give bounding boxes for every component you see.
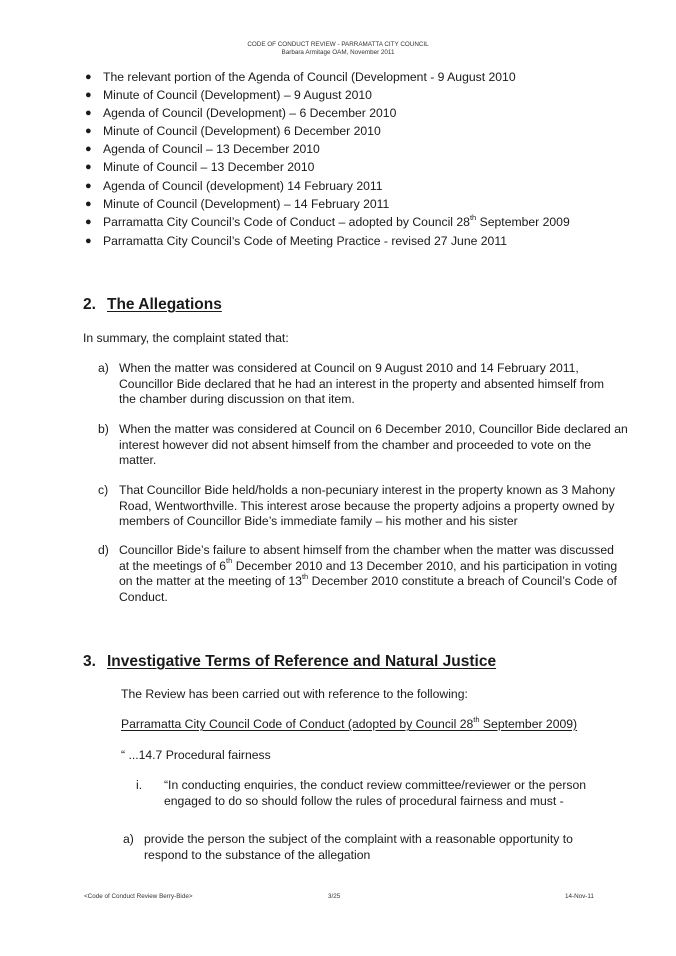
section3-intro: The Review has been carried out with reference to the following: [121,687,468,701]
document-page: CODE OF CONDUCT REVIEW - PARRAMATTA CITY COUNCIL Barbara Armitage OAM, November 2011 ● The relevant portion of the Agenda of Council (Development - 9 August 2010 ● Minute of Council (Development) – 9 August 2010 ● Agenda of Council (Development) – 6 December 2010 ● Minute of Council (Development) 6 December 2010 ● Agenda of Council – 13 December 2010 ● Minute of Council – 13 December 2010 ● Agenda of Council (development) 14 February 2011 ● Minute of Council (Development) – 14 February 2011 ● Parramatta City Council’s Code of Conduct – adopted by Council 28th September 2009 ● Parramatta City Council’s Code of Meeting Practice - revised 27 June 2011 2. The Allegations In summary, the complaint stated that: a) When the matter was considered at Council on 9 August 2010 and 14 February 2011, Councillor Bide declared that he had an interest in the property and absented himself from the chamber during discussion on that item. b) When the matter was considered at Council on 6 December 2010, Councillor Bide declared an interest however did not absent himself from the chamber and proceeded to vote on the matter. c) That Councillor Bide held/holds a non-pecuniary interest in the property known as 3 Mahony Road, Wentworthville. This interest arose because the property adjoins a property owned by members of Councillor Bide’s immediate family – his mother and his sister d) Councillor Bide’s failure to absent himself from the chamber when the matter was discussed at the meetings of 6th December 2010 and 13 December 2010, and his participation in voting on the matter at the meeting of 13th December 2010 constitute a breach of Council’s Code of Conduct. 3. Investigative Terms of Reference and Natural Justice The Review has been carried out with reference to the following: Parramatta City Council Code of Conduct (adopted by Council 28th September 2009) “ ...14.7 Procedural fairness i. “In conducting enquiries, the conduct review committee/reviewer or the person engaged to do so should follow the rules of procedural fairness and must - a) provide the person the subject of the complaint with a reasonable opportunity to respond to the substance of the allegation <Code of Conduct Review Berry-Bide> 3/25 14-Nov-11 [0,0,676,956]
page-number: 3/25 [328,893,341,900]
code-of-conduct-reference: Parramatta City Council Code of Conduct (adopted by Council 28th September 2009) [121,714,578,731]
header-author: Barbara Armitage OAM, November 2011 [281,49,395,56]
header-title: CODE OF CONDUCT REVIEW - PARRAMATTA CITY COUNCIL [247,41,429,48]
section-heading-allegations: 2. The Allegations [83,296,222,313]
procedural-fairness-heading: “ ...14.7 Procedural fairness [121,748,271,762]
footer-date: 14-Nov-11 [565,893,594,900]
footer-document-name: <Code of Conduct Review Berry-Bide> [84,893,193,900]
section-heading-terms-of-reference: 3. Investigative Terms of Reference and Natural Justice [83,653,497,670]
running-header [0,41,676,57]
section2-intro: In summary, the complaint stated that: [83,331,289,345]
